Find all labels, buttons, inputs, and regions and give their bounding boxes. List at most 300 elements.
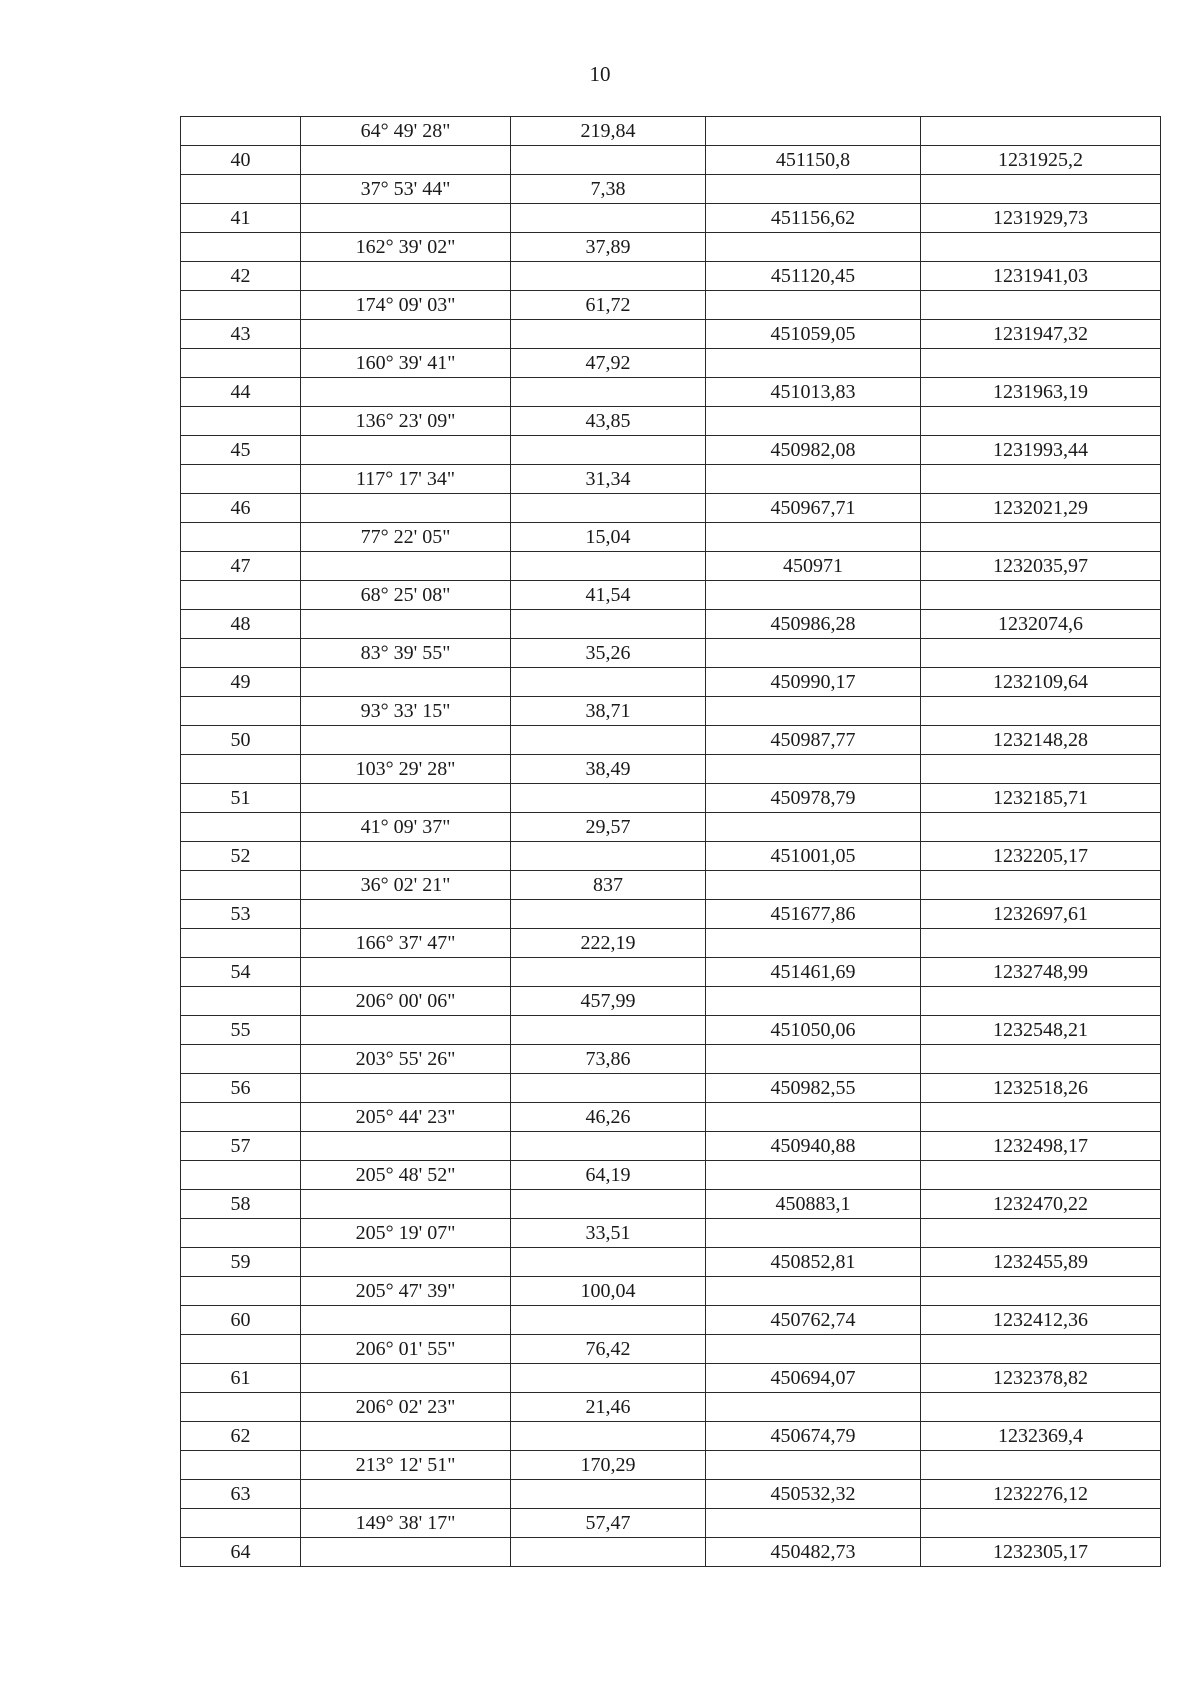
table-row <box>181 813 1161 842</box>
y-coordinate-cell: 1231963,19 <box>921 378 1161 407</box>
direction-angle-cell: 93° 33' 15" <box>301 697 511 726</box>
table-row <box>181 1480 1161 1509</box>
direction-angle-cell <box>301 1132 511 1161</box>
x-coordinate-cell <box>706 929 921 958</box>
point-number-cell <box>181 1277 301 1306</box>
point-number-cell: 59 <box>181 1248 301 1277</box>
y-coordinate-cell <box>921 871 1161 900</box>
y-coordinate-cell <box>921 813 1161 842</box>
y-coordinate-cell <box>921 117 1161 146</box>
y-coordinate-cell <box>921 233 1161 262</box>
table-row <box>181 262 1161 291</box>
table-row <box>181 1306 1161 1335</box>
point-number-cell <box>181 175 301 204</box>
table-row <box>181 1538 1161 1567</box>
y-coordinate-cell: 1231925,2 <box>921 146 1161 175</box>
x-coordinate-cell: 451461,69 <box>706 958 921 987</box>
table-row <box>181 1219 1161 1248</box>
direction-angle-cell: 206° 01' 55" <box>301 1335 511 1364</box>
y-coordinate-cell <box>921 929 1161 958</box>
point-number-cell <box>181 755 301 784</box>
y-coordinate-cell: 1232455,89 <box>921 1248 1161 1277</box>
point-number-cell <box>181 291 301 320</box>
segment-length-cell: 29,57 <box>511 813 706 842</box>
direction-angle-cell <box>301 262 511 291</box>
point-number-cell: 44 <box>181 378 301 407</box>
point-number-cell: 57 <box>181 1132 301 1161</box>
direction-angle-cell <box>301 900 511 929</box>
table-row <box>181 958 1161 987</box>
segment-length-cell <box>511 958 706 987</box>
x-coordinate-cell <box>706 813 921 842</box>
coordinates-table-body <box>181 117 1161 1567</box>
table-row <box>181 1393 1161 1422</box>
y-coordinate-cell <box>921 697 1161 726</box>
x-coordinate-cell <box>706 1393 921 1422</box>
direction-angle-cell <box>301 1364 511 1393</box>
point-number-cell: 62 <box>181 1422 301 1451</box>
direction-angle-cell <box>301 784 511 813</box>
x-coordinate-cell <box>706 1161 921 1190</box>
segment-length-cell: 37,89 <box>511 233 706 262</box>
table-row <box>181 320 1161 349</box>
y-coordinate-cell: 1232074,6 <box>921 610 1161 639</box>
point-number-cell <box>181 581 301 610</box>
x-coordinate-cell: 450883,1 <box>706 1190 921 1219</box>
segment-length-cell: 47,92 <box>511 349 706 378</box>
direction-angle-cell: 117° 17' 34" <box>301 465 511 494</box>
direction-angle-cell <box>301 1538 511 1567</box>
segment-length-cell <box>511 146 706 175</box>
segment-length-cell: 7,38 <box>511 175 706 204</box>
x-coordinate-cell <box>706 523 921 552</box>
point-number-cell: 54 <box>181 958 301 987</box>
table-row <box>181 494 1161 523</box>
segment-length-cell <box>511 1538 706 1567</box>
direction-angle-cell: 205° 19' 07" <box>301 1219 511 1248</box>
table-row <box>181 1074 1161 1103</box>
point-number-cell <box>181 1335 301 1364</box>
point-number-cell <box>181 987 301 1016</box>
point-number-cell: 53 <box>181 900 301 929</box>
direction-angle-cell <box>301 1480 511 1509</box>
segment-length-cell: 76,42 <box>511 1335 706 1364</box>
y-coordinate-cell <box>921 1335 1161 1364</box>
x-coordinate-cell: 450990,17 <box>706 668 921 697</box>
table-row <box>181 755 1161 784</box>
y-coordinate-cell: 1232412,36 <box>921 1306 1161 1335</box>
segment-length-cell <box>511 378 706 407</box>
direction-angle-cell: 41° 09' 37" <box>301 813 511 842</box>
x-coordinate-cell: 450967,71 <box>706 494 921 523</box>
table-row <box>181 871 1161 900</box>
segment-length-cell: 170,29 <box>511 1451 706 1480</box>
direction-angle-cell <box>301 378 511 407</box>
segment-length-cell <box>511 436 706 465</box>
x-coordinate-cell: 450940,88 <box>706 1132 921 1161</box>
direction-angle-cell: 203° 55' 26" <box>301 1045 511 1074</box>
direction-angle-cell: 162° 39' 02" <box>301 233 511 262</box>
y-coordinate-cell <box>921 1219 1161 1248</box>
segment-length-cell: 31,34 <box>511 465 706 494</box>
table-row <box>181 552 1161 581</box>
direction-angle-cell: 77° 22' 05" <box>301 523 511 552</box>
direction-angle-cell: 205° 48' 52" <box>301 1161 511 1190</box>
segment-length-cell: 100,04 <box>511 1277 706 1306</box>
segment-length-cell <box>511 1364 706 1393</box>
direction-angle-cell: 213° 12' 51" <box>301 1451 511 1480</box>
table-row <box>181 581 1161 610</box>
point-number-cell: 40 <box>181 146 301 175</box>
direction-angle-cell <box>301 958 511 987</box>
page-number: 10 <box>589 62 611 86</box>
table-row <box>181 436 1161 465</box>
direction-angle-cell: 64° 49' 28" <box>301 117 511 146</box>
y-coordinate-cell: 1232305,17 <box>921 1538 1161 1567</box>
direction-angle-cell: 206° 00' 06" <box>301 987 511 1016</box>
segment-length-cell <box>511 320 706 349</box>
y-coordinate-cell <box>921 1161 1161 1190</box>
table-row <box>181 1277 1161 1306</box>
x-coordinate-cell: 450971 <box>706 552 921 581</box>
y-coordinate-cell: 1232518,26 <box>921 1074 1161 1103</box>
x-coordinate-cell: 451677,86 <box>706 900 921 929</box>
direction-angle-cell <box>301 320 511 349</box>
point-number-cell <box>181 523 301 552</box>
x-coordinate-cell <box>706 407 921 436</box>
y-coordinate-cell <box>921 1451 1161 1480</box>
direction-angle-cell <box>301 204 511 233</box>
direction-angle-cell <box>301 842 511 871</box>
y-coordinate-cell: 1232148,28 <box>921 726 1161 755</box>
table-row <box>181 1161 1161 1190</box>
table-row <box>181 1509 1161 1538</box>
y-coordinate-cell: 1231941,03 <box>921 262 1161 291</box>
segment-length-cell <box>511 1248 706 1277</box>
point-number-cell: 42 <box>181 262 301 291</box>
table-row <box>181 117 1161 146</box>
direction-angle-cell: 37° 53' 44" <box>301 175 511 204</box>
table-row <box>181 987 1161 1016</box>
segment-length-cell: 43,85 <box>511 407 706 436</box>
point-number-cell: 43 <box>181 320 301 349</box>
direction-angle-cell: 83° 39' 55" <box>301 639 511 668</box>
x-coordinate-cell <box>706 1103 921 1132</box>
table-row <box>181 1103 1161 1132</box>
y-coordinate-cell: 1232378,82 <box>921 1364 1161 1393</box>
y-coordinate-cell: 1232697,61 <box>921 900 1161 929</box>
segment-length-cell <box>511 842 706 871</box>
direction-angle-cell <box>301 1190 511 1219</box>
table-row <box>181 639 1161 668</box>
segment-length-cell: 57,47 <box>511 1509 706 1538</box>
direction-angle-cell: 36° 02' 21" <box>301 871 511 900</box>
x-coordinate-cell: 451013,83 <box>706 378 921 407</box>
point-number-cell: 63 <box>181 1480 301 1509</box>
point-number-cell <box>181 1451 301 1480</box>
segment-length-cell <box>511 726 706 755</box>
x-coordinate-cell: 451150,8 <box>706 146 921 175</box>
direction-angle-cell <box>301 610 511 639</box>
y-coordinate-cell <box>921 1393 1161 1422</box>
segment-length-cell <box>511 494 706 523</box>
direction-angle-cell <box>301 552 511 581</box>
x-coordinate-cell: 450532,32 <box>706 1480 921 1509</box>
y-coordinate-cell <box>921 291 1161 320</box>
point-number-cell: 60 <box>181 1306 301 1335</box>
segment-length-cell: 64,19 <box>511 1161 706 1190</box>
x-coordinate-cell <box>706 233 921 262</box>
y-coordinate-cell: 1231993,44 <box>921 436 1161 465</box>
segment-length-cell <box>511 1306 706 1335</box>
segment-length-cell: 46,26 <box>511 1103 706 1132</box>
segment-length-cell: 38,71 <box>511 697 706 726</box>
segment-length-cell: 222,19 <box>511 929 706 958</box>
point-number-cell <box>181 465 301 494</box>
table-row <box>181 204 1161 233</box>
y-coordinate-cell <box>921 523 1161 552</box>
point-number-cell: 61 <box>181 1364 301 1393</box>
x-coordinate-cell: 451001,05 <box>706 842 921 871</box>
segment-length-cell <box>511 784 706 813</box>
direction-angle-cell: 68° 25' 08" <box>301 581 511 610</box>
x-coordinate-cell: 451059,05 <box>706 320 921 349</box>
table-row <box>181 146 1161 175</box>
segment-length-cell <box>511 552 706 581</box>
direction-angle-cell: 103° 29' 28" <box>301 755 511 784</box>
point-number-cell: 48 <box>181 610 301 639</box>
point-number-cell: 50 <box>181 726 301 755</box>
point-number-cell <box>181 1509 301 1538</box>
point-number-cell <box>181 871 301 900</box>
y-coordinate-cell: 1232276,12 <box>921 1480 1161 1509</box>
direction-angle-cell: 205° 47' 39" <box>301 1277 511 1306</box>
segment-length-cell <box>511 610 706 639</box>
direction-angle-cell <box>301 1248 511 1277</box>
y-coordinate-cell <box>921 987 1161 1016</box>
point-number-cell <box>181 1161 301 1190</box>
point-number-cell <box>181 117 301 146</box>
table-row <box>181 842 1161 871</box>
x-coordinate-cell: 450978,79 <box>706 784 921 813</box>
x-coordinate-cell <box>706 755 921 784</box>
table-row <box>181 900 1161 929</box>
table-row <box>181 726 1161 755</box>
x-coordinate-cell: 450986,28 <box>706 610 921 639</box>
table-row <box>181 523 1161 552</box>
y-coordinate-cell: 1232035,97 <box>921 552 1161 581</box>
direction-angle-cell <box>301 1306 511 1335</box>
y-coordinate-cell <box>921 407 1161 436</box>
x-coordinate-cell: 450852,81 <box>706 1248 921 1277</box>
x-coordinate-cell <box>706 1451 921 1480</box>
table-row <box>181 1335 1161 1364</box>
table-row <box>181 1248 1161 1277</box>
x-coordinate-cell <box>706 175 921 204</box>
direction-angle-cell <box>301 436 511 465</box>
segment-length-cell <box>511 1190 706 1219</box>
direction-angle-cell <box>301 494 511 523</box>
direction-angle-cell <box>301 146 511 175</box>
x-coordinate-cell <box>706 117 921 146</box>
y-coordinate-cell: 1231929,73 <box>921 204 1161 233</box>
segment-length-cell: 457,99 <box>511 987 706 1016</box>
direction-angle-cell <box>301 1074 511 1103</box>
y-coordinate-cell: 1232369,4 <box>921 1422 1161 1451</box>
point-number-cell <box>181 1045 301 1074</box>
table-row <box>181 668 1161 697</box>
segment-length-cell <box>511 900 706 929</box>
segment-length-cell: 41,54 <box>511 581 706 610</box>
segment-length-cell: 73,86 <box>511 1045 706 1074</box>
point-number-cell <box>181 929 301 958</box>
direction-angle-cell <box>301 668 511 697</box>
direction-angle-cell: 136° 23' 09" <box>301 407 511 436</box>
point-number-cell: 51 <box>181 784 301 813</box>
table-row <box>181 407 1161 436</box>
point-number-cell: 47 <box>181 552 301 581</box>
x-coordinate-cell: 450762,74 <box>706 1306 921 1335</box>
y-coordinate-cell <box>921 1045 1161 1074</box>
table-row <box>181 610 1161 639</box>
direction-angle-cell: 206° 02' 23" <box>301 1393 511 1422</box>
table-row <box>181 175 1161 204</box>
segment-length-cell: 219,84 <box>511 117 706 146</box>
point-number-cell: 64 <box>181 1538 301 1567</box>
point-number-cell: 49 <box>181 668 301 697</box>
table-row <box>181 1364 1161 1393</box>
table-row <box>181 929 1161 958</box>
point-number-cell: 56 <box>181 1074 301 1103</box>
x-coordinate-cell: 450694,07 <box>706 1364 921 1393</box>
point-number-cell: 58 <box>181 1190 301 1219</box>
x-coordinate-cell: 450674,79 <box>706 1422 921 1451</box>
segment-length-cell <box>511 1480 706 1509</box>
point-number-cell <box>181 1219 301 1248</box>
segment-length-cell <box>511 204 706 233</box>
direction-angle-cell <box>301 1016 511 1045</box>
point-number-cell <box>181 1103 301 1132</box>
x-coordinate-cell <box>706 349 921 378</box>
x-coordinate-cell <box>706 1219 921 1248</box>
x-coordinate-cell <box>706 987 921 1016</box>
segment-length-cell <box>511 1132 706 1161</box>
y-coordinate-cell <box>921 1509 1161 1538</box>
segment-length-cell <box>511 668 706 697</box>
y-coordinate-cell: 1232109,64 <box>921 668 1161 697</box>
point-number-cell <box>181 639 301 668</box>
table-row <box>181 1190 1161 1219</box>
table-row <box>181 784 1161 813</box>
table-row <box>181 349 1161 378</box>
direction-angle-cell: 205° 44' 23" <box>301 1103 511 1132</box>
x-coordinate-cell: 451156,62 <box>706 204 921 233</box>
point-number-cell: 46 <box>181 494 301 523</box>
y-coordinate-cell <box>921 349 1161 378</box>
coordinates-table <box>180 116 1161 1567</box>
segment-length-cell: 38,49 <box>511 755 706 784</box>
y-coordinate-cell: 1231947,32 <box>921 320 1161 349</box>
y-coordinate-cell <box>921 581 1161 610</box>
direction-angle-cell: 166° 37' 47" <box>301 929 511 958</box>
x-coordinate-cell <box>706 1045 921 1074</box>
point-number-cell <box>181 233 301 262</box>
table-row <box>181 378 1161 407</box>
segment-length-cell <box>511 1422 706 1451</box>
y-coordinate-cell <box>921 1103 1161 1132</box>
direction-angle-cell: 160° 39' 41" <box>301 349 511 378</box>
x-coordinate-cell: 450482,73 <box>706 1538 921 1567</box>
x-coordinate-cell: 450982,55 <box>706 1074 921 1103</box>
point-number-cell <box>181 697 301 726</box>
segment-length-cell: 61,72 <box>511 291 706 320</box>
segment-length-cell <box>511 1016 706 1045</box>
direction-angle-cell: 174° 09' 03" <box>301 291 511 320</box>
table-row <box>181 1451 1161 1480</box>
x-coordinate-cell: 450982,08 <box>706 436 921 465</box>
y-coordinate-cell: 1232548,21 <box>921 1016 1161 1045</box>
segment-length-cell: 33,51 <box>511 1219 706 1248</box>
point-number-cell <box>181 1393 301 1422</box>
segment-length-cell: 15,04 <box>511 523 706 552</box>
x-coordinate-cell <box>706 871 921 900</box>
y-coordinate-cell: 1232748,99 <box>921 958 1161 987</box>
table-row <box>181 1045 1161 1074</box>
point-number-cell <box>181 407 301 436</box>
x-coordinate-cell <box>706 291 921 320</box>
table-row <box>181 697 1161 726</box>
x-coordinate-cell <box>706 1509 921 1538</box>
x-coordinate-cell: 450987,77 <box>706 726 921 755</box>
point-number-cell: 55 <box>181 1016 301 1045</box>
segment-length-cell <box>511 1074 706 1103</box>
x-coordinate-cell <box>706 639 921 668</box>
segment-length-cell <box>511 262 706 291</box>
y-coordinate-cell <box>921 1277 1161 1306</box>
segment-length-cell: 35,26 <box>511 639 706 668</box>
segment-length-cell: 21,46 <box>511 1393 706 1422</box>
y-coordinate-cell: 1232470,22 <box>921 1190 1161 1219</box>
segment-length-cell: 837 <box>511 871 706 900</box>
direction-angle-cell <box>301 1422 511 1451</box>
x-coordinate-cell <box>706 697 921 726</box>
x-coordinate-cell: 451120,45 <box>706 262 921 291</box>
direction-angle-cell <box>301 726 511 755</box>
y-coordinate-cell <box>921 465 1161 494</box>
y-coordinate-cell: 1232185,71 <box>921 784 1161 813</box>
x-coordinate-cell <box>706 1277 921 1306</box>
direction-angle-cell: 149° 38' 17" <box>301 1509 511 1538</box>
y-coordinate-cell <box>921 175 1161 204</box>
y-coordinate-cell: 1232498,17 <box>921 1132 1161 1161</box>
table-row <box>181 1132 1161 1161</box>
y-coordinate-cell: 1232205,17 <box>921 842 1161 871</box>
table-row <box>181 233 1161 262</box>
point-number-cell: 52 <box>181 842 301 871</box>
table-row <box>181 1016 1161 1045</box>
x-coordinate-cell <box>706 465 921 494</box>
x-coordinate-cell <box>706 581 921 610</box>
y-coordinate-cell: 1232021,29 <box>921 494 1161 523</box>
table-row <box>181 1422 1161 1451</box>
y-coordinate-cell <box>921 755 1161 784</box>
table-row <box>181 291 1161 320</box>
x-coordinate-cell <box>706 1335 921 1364</box>
point-number-cell: 41 <box>181 204 301 233</box>
point-number-cell: 45 <box>181 436 301 465</box>
table-row <box>181 465 1161 494</box>
y-coordinate-cell <box>921 639 1161 668</box>
